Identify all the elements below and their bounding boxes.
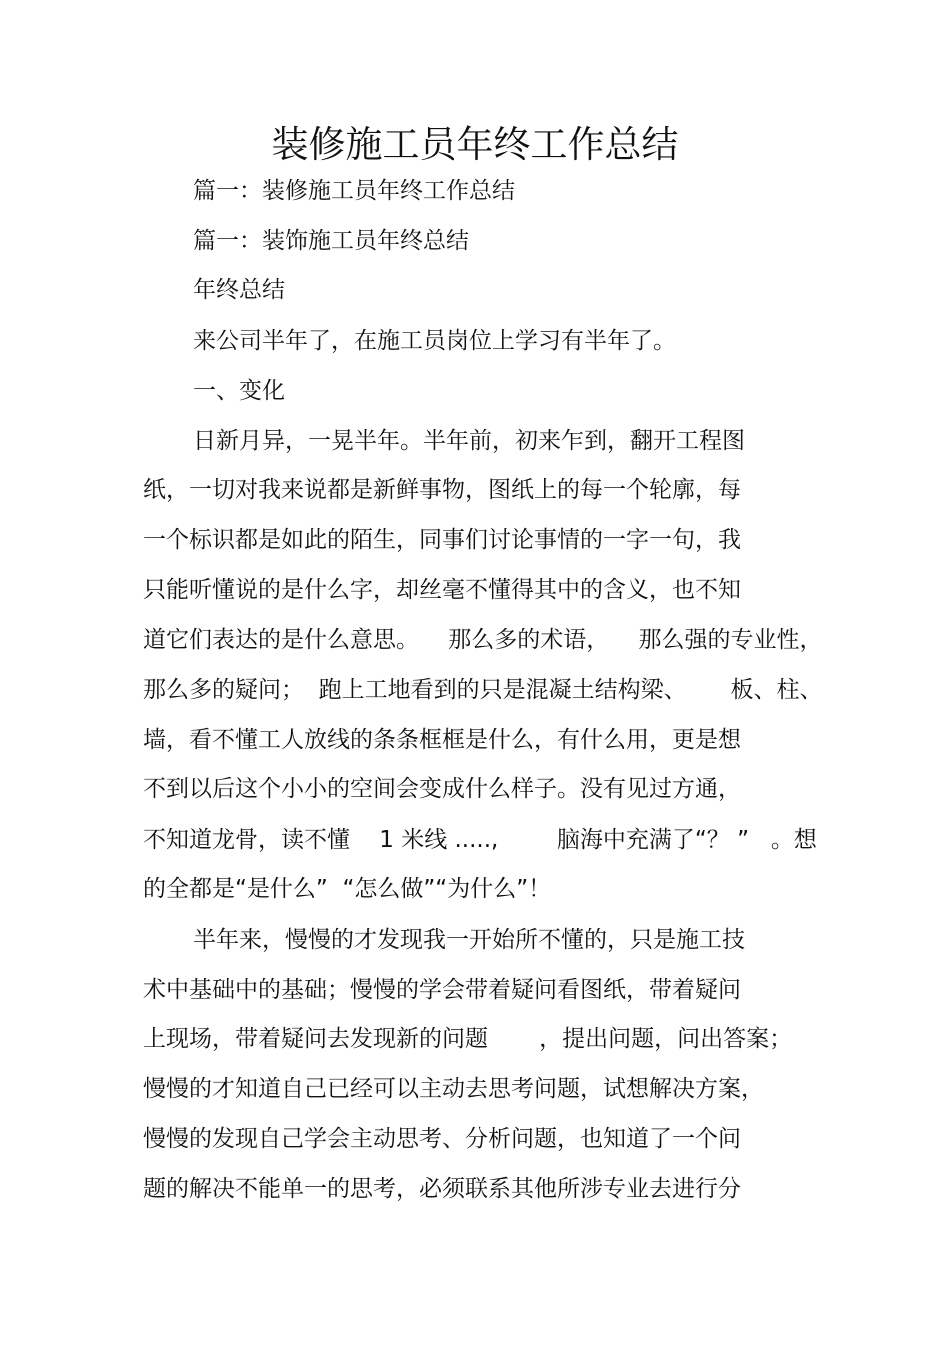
text-line: 术中基础中的基础；慢慢的学会带着疑问看图纸，带着疑问 <box>143 977 741 1003</box>
text-line: 不知道龙骨，读不懂 1 米线 ....., 脑海中充满了“？ ” 。想 <box>143 827 817 853</box>
text-line: 只能听懂说的是什么字，却丝毫不懂得其中的含义，也不知 <box>143 577 741 603</box>
text-line: 纸，一切对我来说都是新鲜事物，图纸上的每一个轮廓，每 <box>143 477 741 503</box>
text-line: 年终总结 <box>193 277 285 303</box>
text-line: 篇一：装饰施工员年终总结 <box>193 228 469 254</box>
text-line: 来公司半年了，在施工员岗位上学习有半年了。 <box>193 328 676 354</box>
text-line: 不到以后这个小小的空间会变成什么样子。没有见过方通， <box>143 776 741 802</box>
text-line: 的全都是“是什么” “怎么做”“为什么”！ <box>143 876 552 902</box>
text-line: 一、变化 <box>193 378 285 404</box>
text-line: 题的解决不能单一的思考，必须联系其他所涉专业去进行分 <box>143 1176 741 1202</box>
text-line: 慢慢的才知道自己已经可以主动去思考问题，试想解决方案， <box>143 1076 764 1102</box>
text-line: 道它们表达的是什么意思。 那么多的术语， 那么强的专业性， <box>143 627 823 653</box>
text-line: 一个标识都是如此的陌生，同事们讨论事情的一字一句，我 <box>143 527 741 553</box>
text-line: 日新月异，一晃半年。半年前，初来乍到，翻开工程图 <box>193 428 745 454</box>
document-title: 装修施工员年终工作总结 <box>271 123 679 166</box>
text-line: 慢慢的发现自己学会主动思考、分析问题，也知道了一个问 <box>143 1126 741 1152</box>
text-line: 半年来，慢慢的才发现我一开始所不懂的，只是施工技 <box>193 927 745 953</box>
text-line: 上现场，带着疑问去发现新的问题 ，提出问题，问出答案； <box>143 1026 793 1052</box>
text-line: 篇一：装修施工员年终工作总结 <box>193 178 515 204</box>
text-line: 那么多的疑问； 跑上工地看到的只是混凝土结构梁、 板、柱、 <box>143 677 823 703</box>
text-line: 墙，看不懂工人放线的条条框框是什么，有什么用，更是想 <box>143 727 741 753</box>
